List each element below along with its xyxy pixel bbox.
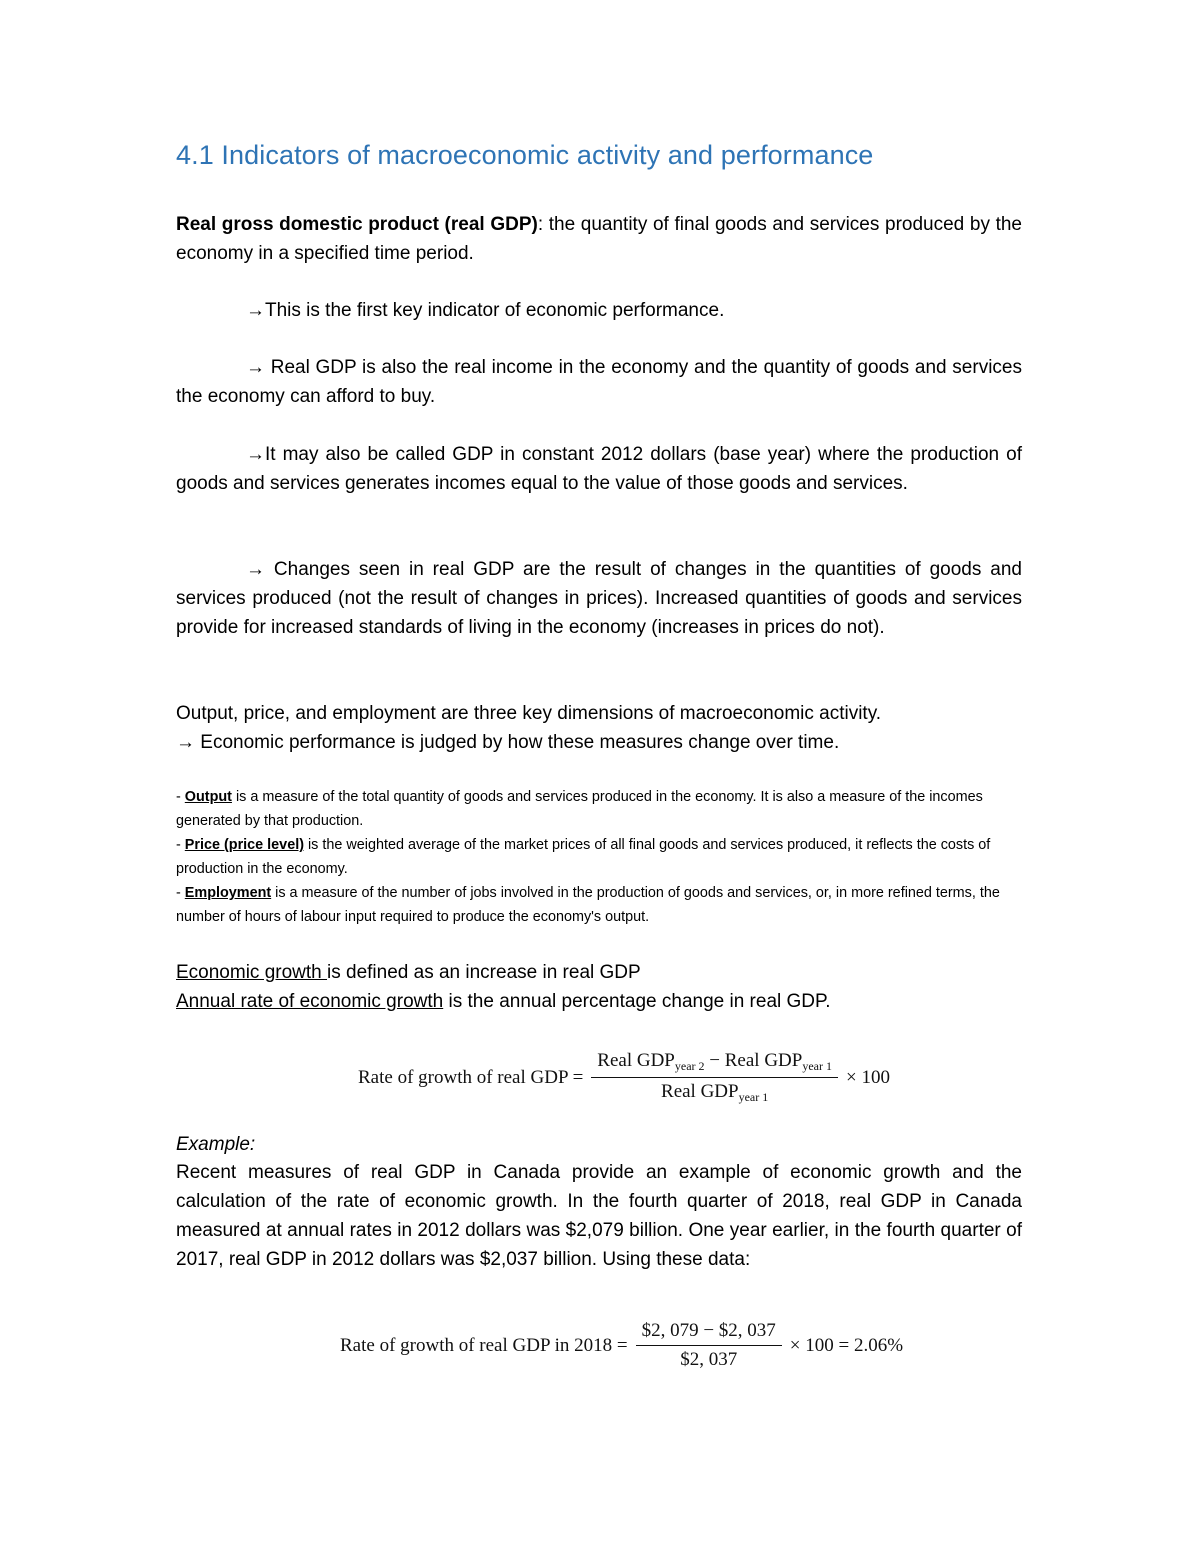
definition-term: Output <box>184 789 232 805</box>
economic-growth-definition <box>176 958 1022 987</box>
formula-numerator: Real $GDP_{year 2}$ − Real $GDP_{year 1}$ <box>591 1050 838 1078</box>
economic-growth-term: Economic growth <box>176 962 328 983</box>
example-formula-lhs: Rate of growth of real GDP in 2018 = <box>340 1334 628 1356</box>
real-gdp-text: : the quantity of final goods and services produced by the economy in a specified time period. <box>176 214 1022 264</box>
point-3: →It may also be called GDP in constant 2012 dollars (base year) where the production of goods and services generates incomes equal to the value of those goods and services. <box>176 444 1022 494</box>
economic-growth-text: is defined as an increase in real GDP <box>327 962 641 983</box>
example-label: Example: <box>176 1134 256 1155</box>
point-2: → Real GDP is also the real income in the economy and the quantity of goods and services the economy can afford to buy. <box>176 357 1022 407</box>
dimensions-line-1: Output, price, and employment are three key dimensions of macroeconomic activity. <box>176 703 882 724</box>
example-text: Recent measures of real GDP in Canada provide an example of economic growth and the calculation of the rate of economic growth. In the fourth quarter of 2018, real GDP in Canada measured at annual rates in 2012 dollars was $2,079 billion. One year earlier, in the fourth quarter of 2017, real GDP in 2012 dollars was $2,037 billion. Using these data: <box>176 1162 1022 1270</box>
definition-price <box>176 833 1024 881</box>
formula-lhs: Rate of growth of real GDP = <box>358 1066 584 1088</box>
definition-text: is a measure of the number of jobs involved in the production of goods and services, or, in more refined terms, the number of hours of labour input required to produce the economy's output. <box>176 885 1000 925</box>
real-gdp-term: Real gross domestic product (real GDP) <box>176 214 538 235</box>
annual-growth-definition <box>176 987 1022 1016</box>
definition-dash: - <box>176 837 185 853</box>
example-formula <box>340 1320 903 1371</box>
formula-rhs: × 100 <box>845 1066 890 1088</box>
annual-growth-term: Annual rate of economic growth <box>176 991 444 1012</box>
formula-denominator: Real $GDP_{year 1}$ <box>661 1081 769 1104</box>
definition-term: Price (price level) <box>184 837 304 853</box>
definition-dash: - <box>176 789 185 805</box>
definition-text: is a measure of the total quantity of goods and services produced in the economy. It is also a measure of the incomes generated by that production. <box>176 789 983 829</box>
definition-employment <box>176 881 1024 929</box>
definition-term: Employment <box>184 885 272 901</box>
point-4: → Changes seen in real GDP are the result of changes in the quantities of goods and services produced (not the result of changes in prices). Increased quantities of goods and services provide for increased standards of living in the economy (increases in prices do not). <box>176 559 1022 638</box>
definition-text: is the weighted average of the market prices of all final goods and services produced, it reflects the costs of production in the economy. <box>176 837 991 877</box>
formula-fraction <box>591 1050 838 1105</box>
point-1: →This is the first key indicator of economic performance. <box>246 300 725 321</box>
annual-growth-text: is the annual percentage change in real GDP. <box>443 991 831 1012</box>
example-formula-fraction <box>636 1320 782 1371</box>
example-formula-numerator: $2, 079 − $2, 037 <box>636 1320 782 1346</box>
section-heading: 4.1 Indicators of macroeconomic activity and performance <box>176 140 874 170</box>
example-formula-rhs: × 100 = 2.06% <box>789 1334 904 1356</box>
definition-output <box>176 785 1024 833</box>
real-gdp-definition <box>176 210 1022 268</box>
dimensions-line-2: → Economic performance is judged by how these measures change over time. <box>176 732 840 753</box>
definition-dash: - <box>176 885 185 901</box>
growth-rate-formula <box>358 1050 890 1105</box>
example-formula-denominator: $2, 037 <box>680 1349 738 1370</box>
